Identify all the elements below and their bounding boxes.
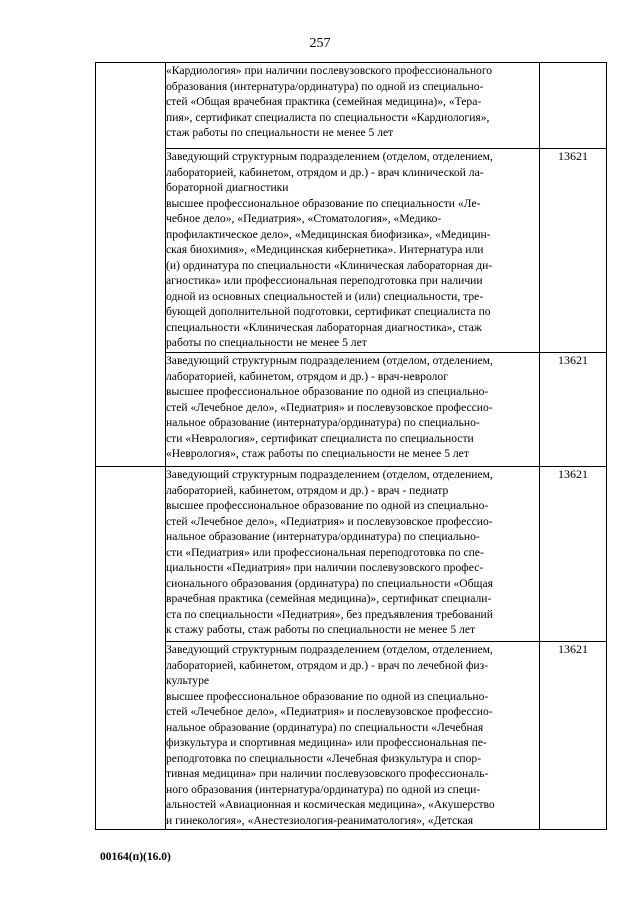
text-line: лабораторией, кабинетом, отрядом и др.) - врач по лечебной физ- xyxy=(166,658,489,672)
table-row xyxy=(96,642,607,830)
text-line: агностика» или профессиональная переподготовка при наличии xyxy=(166,274,483,287)
text-line: к стажу работы, стаж работы по специальности не менее 5 лет xyxy=(166,623,476,636)
description-cell xyxy=(166,149,540,353)
table-row xyxy=(96,353,607,467)
code-cell: 13621 xyxy=(540,353,607,467)
text-line: циальности «Педиатрия» при наличии послевузовского профес- xyxy=(166,561,484,574)
text-line: реподготовка по специальности «Лечебная физкультура и спор- xyxy=(166,751,482,765)
description-cell xyxy=(166,353,540,467)
text-line: врачебная практика (семейная медицина)», сертификат специали- xyxy=(166,592,492,605)
text-line: лабораторией, кабинетом, отрядом и др.) - врач - педиатр xyxy=(166,483,449,497)
text-line: Заведующий структурным подразделением (отделом, отделением, xyxy=(166,150,493,163)
document-footer-code: 00164(п)(16.0) xyxy=(100,851,171,863)
description-cell xyxy=(166,63,540,149)
text-line: физкультура и спортивная медицина» или профессиональная пе- xyxy=(166,736,487,749)
text-line: пия», сертификат специалиста по специальности «Кардиология», xyxy=(166,110,490,124)
text-line: образования (интернатура/ординатура) по одной из специально- xyxy=(166,79,484,93)
text-line: ного образования (интернатура/ординатура) по одной из специ- xyxy=(166,782,481,796)
left-blank-cell xyxy=(96,467,166,830)
table-row xyxy=(96,467,607,642)
page-number: 257 xyxy=(309,36,331,51)
code-cell: 13621 xyxy=(540,467,607,642)
text-line: одной из основных специальностей и (или) специальности, тре- xyxy=(166,289,484,303)
text-line: Заведующий структурным подразделением (отделом, отделением, xyxy=(166,643,493,656)
text-line: сти «Неврология», сертификат специалиста по специальности xyxy=(166,431,474,445)
text-line: стей «Лечебное дело», «Педиатрия» и послевузовское профессио- xyxy=(166,400,493,414)
text-line: стей «Лечебное дело», «Педиатрия» и послевузовское профессио- xyxy=(166,514,493,528)
text-line: «Кардиология» при наличии послевузовского профессионального xyxy=(166,64,493,77)
text-line: сионального образования (ординатура) по специальности «Общая xyxy=(166,576,493,590)
text-line: стаж работы по специальности не менее 5 лет xyxy=(166,126,394,139)
left-blank-cell xyxy=(96,63,166,467)
text-line: ская биохимия», «Медицинская кибернетика». Интернатура или xyxy=(166,243,484,256)
text-line: бующей дополнительной подготовки, сертификат специалиста по xyxy=(166,305,491,318)
text-line: высшее профессиональное образование по одной из специально- xyxy=(166,385,489,398)
text-line: нальное образование (интернатура/ординатура) по специально- xyxy=(166,416,480,429)
text-line: высшее профессиональное образование по одной из специально- xyxy=(166,689,489,703)
text-line: специальности «Клиническая лабораторная диагностика», стаж xyxy=(166,320,482,334)
text-line: (и) ординатура по специальности «Клиническая лабораторная ди- xyxy=(166,258,493,272)
description-cell xyxy=(166,467,540,642)
table-row xyxy=(96,149,607,353)
text-line: тивная медицина» при наличии послевузовского профессиональ- xyxy=(166,767,489,780)
text-line: нальное образование (интернатура/ординатура) по специально- xyxy=(166,530,480,543)
text-line: профилактическое дело», «Медицинская биофизика», «Медицин- xyxy=(166,227,491,241)
text-line: и гинекология», «Анестезиология-реаниматология», «Детская xyxy=(166,813,474,827)
text-line: лабораторией, кабинетом, отрядом и др.) - врач клинической ла- xyxy=(166,165,484,179)
text-line: нальное образование (ординатура) по специальности «Лечебная xyxy=(166,720,484,734)
text-line: ста по специальности «Педиатрия», без предъявления требований xyxy=(166,607,493,621)
code-cell: 13621 xyxy=(540,642,607,830)
text-line: стей «Общая врачебная практика (семейная медицина)», «Тера- xyxy=(166,95,482,108)
code-cell xyxy=(540,63,607,149)
text-line: стей «Лечебное дело», «Педиатрия» и послевузовское профессио- xyxy=(166,705,493,718)
text-line: работы по специальности не менее 5 лет xyxy=(166,336,367,349)
qualification-table xyxy=(95,62,607,830)
table-row xyxy=(96,63,607,149)
text-line: высшее профессиональное образование по специальности «Ле- xyxy=(166,196,481,210)
code-cell: 13621 xyxy=(540,149,607,353)
text-line: бораторной диагностики xyxy=(166,181,289,194)
text-line: сти «Педиатрия» или профессиональная переподготовка по спе- xyxy=(166,545,484,559)
text-line: «Неврология», стаж работы по специальности не менее 5 лет xyxy=(166,447,469,460)
text-line: высшее профессиональное образование по одной из специально- xyxy=(166,499,489,512)
description-cell xyxy=(166,642,540,830)
text-line: лабораторией, кабинетом, отрядом и др.) - врач-невролог xyxy=(166,369,448,383)
text-line: альностей «Авиационная и космическая медицина», «Акушерство xyxy=(166,798,495,811)
text-line: культуре xyxy=(166,674,210,687)
text-line: Заведующий структурным подразделением (отделом, отделением, xyxy=(166,354,493,367)
text-line: Заведующий структурным подразделением (отделом, отделением, xyxy=(166,468,493,481)
text-line: чебное дело», «Педиатрия», «Стоматология», «Медико- xyxy=(166,212,442,225)
